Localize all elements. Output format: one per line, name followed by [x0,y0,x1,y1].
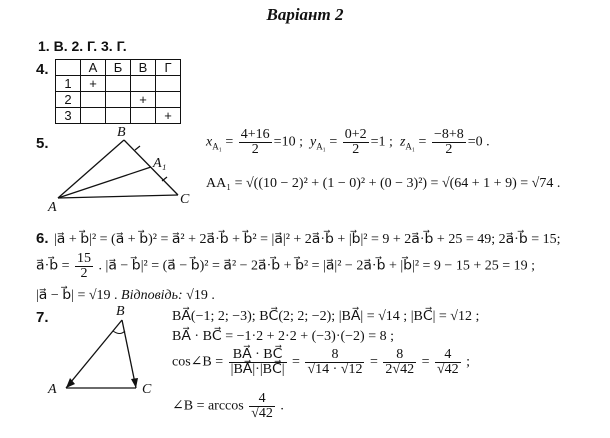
y-num: 0+2 [344,127,367,142]
item-1-number: 1. [38,38,50,54]
item-6-line-2-lhs: a⃗·b⃗ = [36,258,70,274]
triangle-7-label-b: B [116,304,125,319]
grid-cell: Б [106,60,131,76]
cos-fraction-4 [435,348,461,377]
cos-end: ; [466,354,471,370]
item-5-length: AA₁ = √((10 − 2)² + (1 − 0)² + (0 − 3)²) = √(64 + 1 + 9) = √74 . [206,176,561,191]
item-6-line-2 [36,252,535,281]
cos-num-2: 8 [331,347,339,362]
x-sub: A₁ [212,141,222,152]
cos-den-4: √42 [436,362,459,377]
item-5-coordinates: $x_{A_1}$ = $\frac{4+16}{2}$ =10 ; $y_{A_1}$ = $\frac{0+2}{2}$ =1 ; $z_{A_1}$ = $\frac{-8+8}{2}$ =0 . [206,127,490,157]
item-7-angle-line [172,392,284,421]
item-6-answer-label: Відповідь: [121,288,183,303]
triangle-5-median [58,167,151,198]
item-6-line-2-rest: . |a⃗ − b⃗|² = (a⃗ − b⃗)² = a⃗² − 2a⃗·b⃗ + b⃗² = |a⃗|² − 2a⃗·b⃗ + |b⃗|² = 9 − 15 + 25 = 19 ; [98,258,536,274]
item-1-text: В. 2. Г. 3. Г. [53,38,127,54]
z-result: =0 . [467,134,490,150]
triangle-5-tick [135,146,140,150]
x-den: 2 [239,142,272,157]
y-den: 2 [343,142,369,157]
y-var: y [309,134,317,150]
grid-cell: В [131,60,156,76]
triangle-7-label-a: A [48,382,57,397]
triangle-7-side-ba [66,320,122,388]
triangle-5-side-ab [58,140,124,198]
x-fraction [239,128,272,157]
angle-fraction [249,392,275,421]
item-6-line-3 [36,287,215,304]
cos-fraction-3 [383,348,416,377]
angle-den: √42 [251,406,273,421]
x-result: =10 ; [273,134,303,150]
y-fraction [343,128,369,157]
cos-den-1: |BA⃗|·|BC⃗| [230,362,285,377]
z-sub: A₁ [405,141,416,152]
angle-end: . [280,398,284,414]
triangle-7-arrow-c [131,378,138,388]
cos-lhs: cos∠B = [172,354,224,370]
cos-fraction-2 [305,348,364,377]
grid-cell: + [81,76,106,92]
triangle-5-label-b: B [117,125,126,140]
item-7-cos-line: cos∠B = $\frac{BA⃗ \cdot BC⃗}{|BA⃗|\cdot|BC⃗|}$ = $\frac{8}{√14 \cdot √12}$ = $\frac{8}{2√42}$ = $\frac{4}{√42}$ ; [172,347,471,377]
item-7-line-2: BA⃗ · BC⃗ = −1·2 + 2·2 + (−3)·(−2) = 8 ; [172,329,394,344]
cos-den-3: 2√42 [385,362,415,377]
item-6-answer-value: √19 . [186,288,215,303]
item-5-number: 5. [36,135,49,152]
x-num: 4+16 [240,127,270,142]
y-sub: A₁ [316,141,326,152]
z-den: 2 [432,142,466,157]
triangle-5-label-c: C [180,192,190,207]
grid-cell: 1 [56,76,81,92]
cos-num-1: BA⃗ · BC⃗ [232,347,283,362]
item-6-num: 15 [77,251,92,266]
item-6-line-1: |a⃗ + b⃗|² = (a⃗ + b⃗)² = a⃗² + 2a⃗·b⃗ + b⃗² = |a⃗|² + 2a⃗·b⃗ + |b⃗|² = 9 + 2a⃗·b⃗ + 25 = 49; 2a⃗·b⃗ = 15; [54,232,561,247]
item-7-line-1: BA⃗(−1; 2; −3); BC⃗(2; 2; −2); |BA⃗| = √14 ; |BC⃗| = √12 ; [172,309,480,324]
z-num: −8+8 [433,127,464,142]
item-6-fraction [75,252,93,281]
item-6-number: 6. [36,230,49,247]
grid-cell: А [81,60,106,76]
item-7-number: 7. [36,309,49,326]
triangle-5-label-a1: A₁ [153,156,167,171]
item-6-den: 2 [75,266,93,281]
triangle-5-side-ac [58,195,178,198]
cos-den-2: √14 · √12 [307,362,363,377]
grid-cell: 3 [56,108,81,124]
z-var: z [399,134,406,150]
x-var: x [206,134,213,150]
angle-lhs: ∠B = arccos [172,398,244,414]
cos-num-4: 4 [444,347,452,362]
triangle-5-label-a: A [48,200,57,215]
grid-cell: + [156,108,181,124]
item-4-number: 4. [36,61,49,78]
triangle-7-angle-arc [113,331,125,334]
cos-num-3: 8 [396,347,404,362]
triangle-7-side-bc [122,320,136,388]
grid-cell: 2 [56,92,81,108]
triangle-7-label-c: C [142,382,152,397]
cos-fraction-1 [229,348,287,377]
page-title: Варіант 2 [266,5,344,24]
angle-num: 4 [258,391,266,406]
item-6-line-3-text: |a⃗ − b⃗| = √19 . [36,288,118,303]
grid-cell: + [131,92,156,108]
z-fraction [432,128,466,157]
y-result: =1 ; [370,134,393,150]
grid-cell: Г [156,60,181,76]
